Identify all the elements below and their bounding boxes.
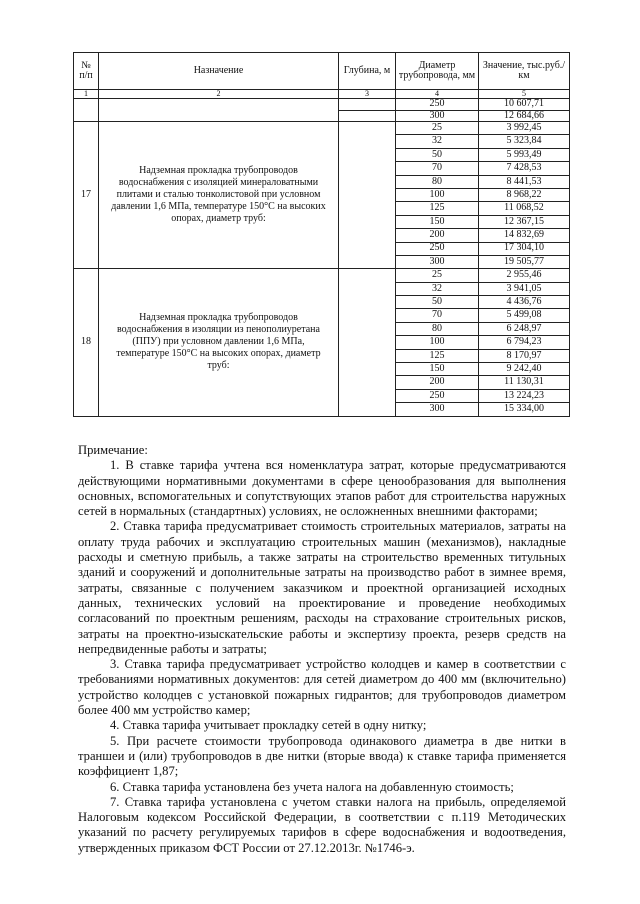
column-number: 2 (99, 90, 339, 99)
note-item: 2. Ставка тарифа предусматривает стоимость строительных материалов, затраты на оплату труда рабочих и эксплуатацию строительных машин (механизмов), накладные расходы и сметную прибыль, а также затраты на строительство временных титульных зданий и сооружений и дополнительные затраты на производство работ в зимнее время, затраты, связанные с получением заказчиком и проектной организацией исходных данных, технических условий на проектирование и проведение необходимых согласований по проектным решениям, расходы на страхование строительных рисков, затраты на проектно-изыскательские работы и экспертизу проекта, резерв средств на непредвиденные работы и затраты; (78, 519, 566, 656)
value-cell: 5 499,08 (479, 309, 570, 322)
notes-section (78, 443, 566, 856)
column-number: 1 (74, 90, 99, 99)
diameter-cell: 70 (396, 162, 479, 175)
diameter-cell: 80 (396, 322, 479, 335)
value-cell: 8 968,22 (479, 188, 570, 201)
diameter-cell: 50 (396, 296, 479, 309)
diameter-cell: 25 (396, 122, 479, 135)
value-cell: 14 832,69 (479, 229, 570, 242)
diameter-cell: 150 (396, 215, 479, 228)
diameter-cell: 150 (396, 363, 479, 376)
table-row (74, 122, 570, 135)
diameter-cell: 250 (396, 242, 479, 255)
purpose-cell: Надземная прокладка трубопроводов водоснабжения в изоляции из пенополиуретана (ППУ) при условном давлении 1,6 МПа, температуре 150°С на высоких опорах, диаметр труб: (99, 269, 339, 416)
tariff-table (73, 52, 570, 417)
value-cell: 15 334,00 (479, 403, 570, 416)
value-cell: 2 955,46 (479, 269, 570, 282)
diameter-cell: 50 (396, 148, 479, 161)
value-cell: 12 367,15 (479, 215, 570, 228)
diameter-cell: 300 (396, 403, 479, 416)
diameter-cell: 200 (396, 229, 479, 242)
diameter-cell: 300 (396, 255, 479, 268)
purpose-cell: Надземная прокладка трубопроводов водоснабжения с изоляцией минераловатными плитами и сталью тонколистовой при условном давлении 1,6 МПа, температуре 150°С на высоких опорах, диаметр труб: (99, 122, 339, 269)
diameter-cell: 125 (396, 202, 479, 215)
number-cell: 18 (74, 269, 99, 416)
header-value: Значение, тыс.руб./км (479, 53, 570, 90)
purpose-cell (99, 99, 339, 122)
value-cell: 11 068,52 (479, 202, 570, 215)
column-number: 5 (479, 90, 570, 99)
diameter-cell: 300 (396, 110, 479, 122)
header-diameter: Диаметр трубопровода, мм (396, 53, 479, 90)
note-item: 3. Ставка тарифа предусматривает устройство колодцев и камер в соответствии с требованиями нормативных документов: для сетей диаметром до 400 мм (включительно) устройство колодцев с установкой пожарных гидрантов; для трубопроводов диаметром более 400 мм устройство камер; (78, 657, 566, 718)
depth-cell (339, 122, 396, 269)
value-cell: 13 224,23 (479, 389, 570, 402)
diameter-cell: 32 (396, 135, 479, 148)
value-cell: 8 170,97 (479, 349, 570, 362)
header-number: № п/п (74, 53, 99, 90)
value-cell: 10 607,71 (479, 99, 570, 111)
value-cell: 4 436,76 (479, 296, 570, 309)
value-cell: 7 428,53 (479, 162, 570, 175)
value-cell: 3 992,45 (479, 122, 570, 135)
table-row (74, 269, 570, 282)
value-cell: 9 242,40 (479, 363, 570, 376)
header-purpose: Назначение (99, 53, 339, 90)
diameter-cell: 80 (396, 175, 479, 188)
diameter-cell: 200 (396, 376, 479, 389)
value-cell: 6 794,23 (479, 336, 570, 349)
diameter-cell: 250 (396, 389, 479, 402)
diameter-cell: 100 (396, 188, 479, 201)
value-cell: 3 941,05 (479, 282, 570, 295)
depth-cell (339, 269, 396, 416)
note-item: 1. В ставке тарифа учтена вся номенклатура затрат, которые предусматриваются действующими нормативными документами в сфере ценообразования для выполнения основных, вспомогательных и сопутствующих этапов работ для строительства наружных сетей в нормальных (стандартных) условиях, не осложненных внешними факторами; (78, 458, 566, 519)
note-item: 5. При расчете стоимости трубопровода одинакового диаметра в две нитки в траншеи и (или) трубопроводов в две нитки (вторые ввода) к ставке тарифа применяется коэффициент 1,87; (78, 733, 566, 779)
value-cell: 12 684,66 (479, 110, 570, 122)
value-cell: 5 323,84 (479, 135, 570, 148)
column-number: 3 (339, 90, 396, 99)
diameter-cell: 250 (396, 99, 479, 111)
number-cell (74, 99, 99, 122)
number-cell: 17 (74, 122, 99, 269)
diameter-cell: 25 (396, 269, 479, 282)
note-item: 6. Ставка тарифа установлена без учета налога на добавленную стоимость; (110, 779, 514, 794)
depth-cell (339, 99, 396, 111)
diameter-cell: 32 (396, 282, 479, 295)
note-item: 4. Ставка тарифа учитывает прокладку сетей в одну нитку; (110, 718, 427, 733)
value-cell: 11 130,31 (479, 376, 570, 389)
header-depth: Глубина, м (339, 53, 396, 90)
value-cell: 6 248,97 (479, 322, 570, 335)
table-row (74, 99, 570, 111)
diameter-cell: 70 (396, 309, 479, 322)
depth-cell (339, 110, 396, 122)
note-item: 7. Ставка тарифа установлена с учетом ставки налога на прибыль, определяемой Налоговым кодексом Российской Федерации, в соответствии с п.119 Методических указаний по расчету регулируемых тарифов в сфере водоснабжения и водоотведения, утвержденных приказом ФСТ России от 27.12.2013г. №1746-э. (78, 794, 566, 855)
value-cell: 8 441,53 (479, 175, 570, 188)
value-cell: 5 993,49 (479, 148, 570, 161)
value-cell: 19 505,77 (479, 255, 570, 268)
notes-title: Примечание: (78, 443, 148, 457)
diameter-cell: 125 (396, 349, 479, 362)
column-number: 4 (396, 90, 479, 99)
diameter-cell: 100 (396, 336, 479, 349)
value-cell: 17 304,10 (479, 242, 570, 255)
